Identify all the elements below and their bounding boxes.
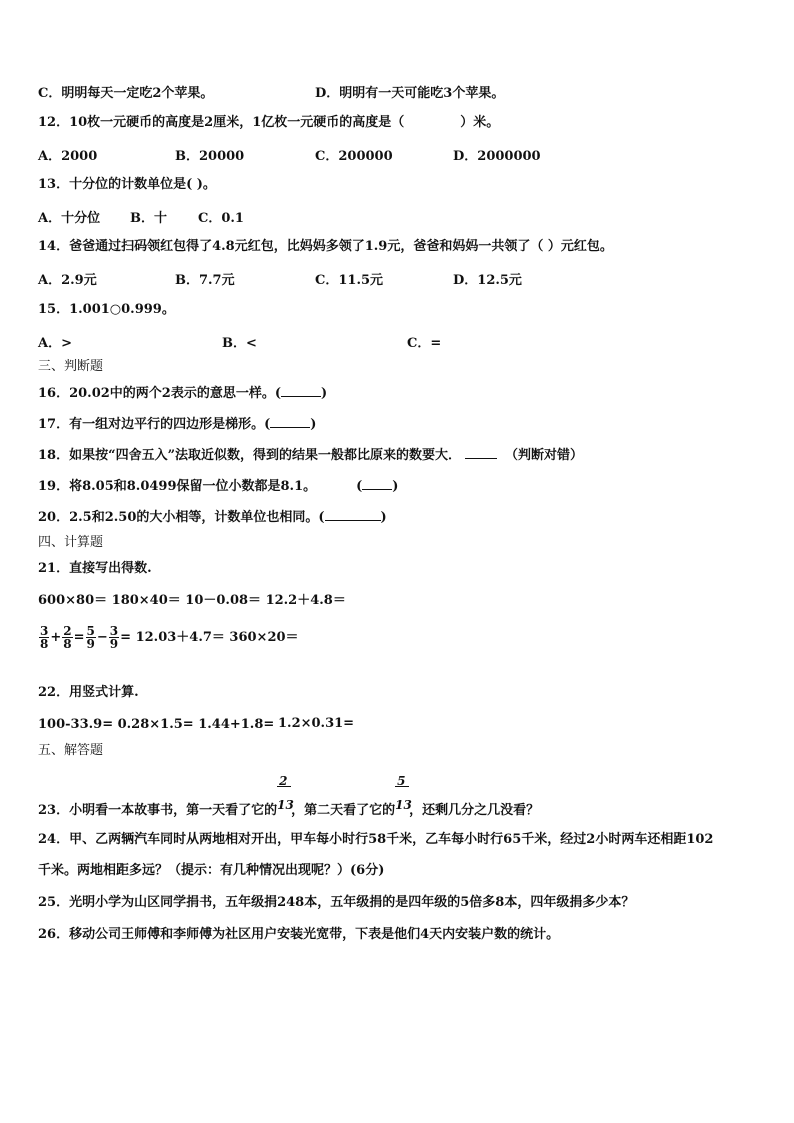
q23-stem-b: ，第二天看了它的 bbox=[291, 803, 396, 818]
q15-option-a: A．> bbox=[38, 336, 72, 351]
minus-sign: − bbox=[96, 630, 108, 645]
q22-stem: 22．用竖式计算. bbox=[38, 685, 139, 700]
q22-row-b: 1.2×0.31= bbox=[278, 716, 355, 731]
q15-option-c: C．= bbox=[407, 336, 442, 351]
q11-option-d: D．明明有一天可能吃3个苹果。 bbox=[315, 86, 505, 101]
q12-option-d: D．2000000 bbox=[453, 149, 541, 164]
q17-blank bbox=[270, 415, 310, 428]
q26-stem: 26．移动公司王师傅和李师傅为社区用户安装光宽带，下表是他们4天内安装户数的统计。 bbox=[38, 927, 560, 942]
q23-stem bbox=[38, 774, 540, 820]
q13-stem: 13．十分位的计数单位是( )。 bbox=[38, 177, 216, 192]
q25-stem: 25．光明小学为山区同学捐书，五年级捐248本，五年级捐的是四年级的5倍多8本，四年级捐多少本？ bbox=[38, 895, 635, 910]
q23-stem-a: 23．小明看一本故事书，第一天看了它的 bbox=[38, 803, 278, 818]
q12-option-c: C．200000 bbox=[315, 149, 393, 164]
q20-stem bbox=[38, 508, 387, 527]
fraction-2-13: $\frac{2}{13}$ bbox=[277, 774, 294, 812]
q14-option-b: B．7.7元 bbox=[175, 273, 235, 288]
q12-stem-b: ）米。 bbox=[460, 115, 500, 130]
q14-option-c: C．11.5元 bbox=[315, 273, 384, 288]
q19-stem-a: 19．将8.05和8.0499保留一位小数都是8.1。 bbox=[38, 479, 317, 494]
q19-blank bbox=[362, 477, 392, 490]
q24-line1: 24．甲、乙两辆汽车同时从两地相对开出，甲车每小时行58千米，乙车每小时行65千米，经过2小时两车还相距102 bbox=[38, 832, 714, 847]
q21-stem: 21．直接写出得数. bbox=[38, 561, 152, 576]
q12-stem-a: 12．10枚一元硬币的高度是2厘米，1亿枚一元硬币的高度是（ bbox=[38, 115, 405, 130]
q20-stem-a: 20．2.5和2.50的大小相等，计数单位也相同。( bbox=[38, 510, 325, 525]
q18-blank bbox=[465, 446, 497, 459]
q19-stem-b: ( bbox=[356, 479, 363, 494]
q17-stem-b: ) bbox=[310, 417, 317, 432]
q20-stem-b: ) bbox=[380, 510, 387, 525]
q23-stem-c: ，还剩几分之几没看？ bbox=[409, 803, 540, 818]
q21-row1: 600×80＝ 180×40＝ 10－0.08＝ 12.2＋4.8＝ bbox=[38, 593, 346, 608]
q14-option-d: D．12.5元 bbox=[453, 273, 522, 288]
q16-blank bbox=[281, 384, 321, 397]
fraction-3-8: $\frac{3}{8}$ bbox=[40, 624, 49, 651]
fraction-5-13: $\frac{5}{13}$ bbox=[395, 774, 412, 812]
q12-option-b: B．20000 bbox=[175, 149, 245, 164]
q21-row2 bbox=[38, 624, 299, 652]
q17-stem-a: 17．有一组对边平行的四边形是梯形。( bbox=[38, 417, 271, 432]
q14-option-a: A．2.9元 bbox=[38, 273, 97, 288]
q18-stem-b: （判断对错） bbox=[505, 448, 584, 463]
section-word-problems-title: 五、解答题 bbox=[38, 743, 104, 758]
q16-stem-b: ) bbox=[321, 386, 328, 401]
q18-stem-a: 18．如果按“四舍五入”法取近似数，得到的结果一般都比原来的数要大． bbox=[38, 448, 462, 463]
q20-blank bbox=[325, 508, 381, 521]
fraction-2-8: $\frac{2}{8}$ bbox=[63, 624, 72, 651]
plus-sign: + bbox=[50, 630, 62, 645]
q13-option-c: C．0.1 bbox=[198, 211, 244, 226]
q15-option-b: B．< bbox=[222, 336, 257, 351]
q18-stem bbox=[38, 446, 583, 465]
q24-line2: 千米。两地相距多远？（提示：有几种情况出现呢？）(6分) bbox=[38, 863, 385, 878]
q11-option-c: C．明明每天一定吃2个苹果。 bbox=[38, 86, 214, 101]
q21-row2-rest: = 12.03＋4.7＝ 360×20＝ bbox=[120, 630, 299, 645]
equals-sign: = bbox=[73, 630, 85, 645]
q16-stem-a: 16．20.02中的两个2表示的意思一样。( bbox=[38, 386, 281, 401]
section-calculation-title: 四、计算题 bbox=[38, 535, 104, 550]
q13-option-b: B．十 bbox=[130, 211, 167, 226]
q13-option-a: A．十分位 bbox=[38, 211, 101, 226]
q14-stem: 14．爸爸通过扫码领红包得了4.8元红包，比妈妈多领了1.9元，爸爸和妈妈一共领了（ ）元红包。 bbox=[38, 239, 613, 254]
q16-stem bbox=[38, 384, 327, 403]
q17-stem bbox=[38, 415, 316, 434]
fraction-3-9: $\frac{3}{9}$ bbox=[109, 624, 119, 651]
q19-stem-c: ) bbox=[392, 479, 399, 494]
q12-option-a: A．2000 bbox=[38, 149, 98, 164]
q19-stem bbox=[38, 477, 398, 496]
q15-stem: 15．1.001○0.999。 bbox=[38, 302, 175, 317]
section-judgement-title: 三、判断题 bbox=[38, 359, 104, 374]
q22-row-a: 100-33.9= 0.28×1.5= 1.44+1.8= bbox=[38, 717, 275, 732]
fraction-5-9: $\frac{5}{9}$ bbox=[86, 624, 95, 651]
q12-stem bbox=[38, 114, 499, 132]
